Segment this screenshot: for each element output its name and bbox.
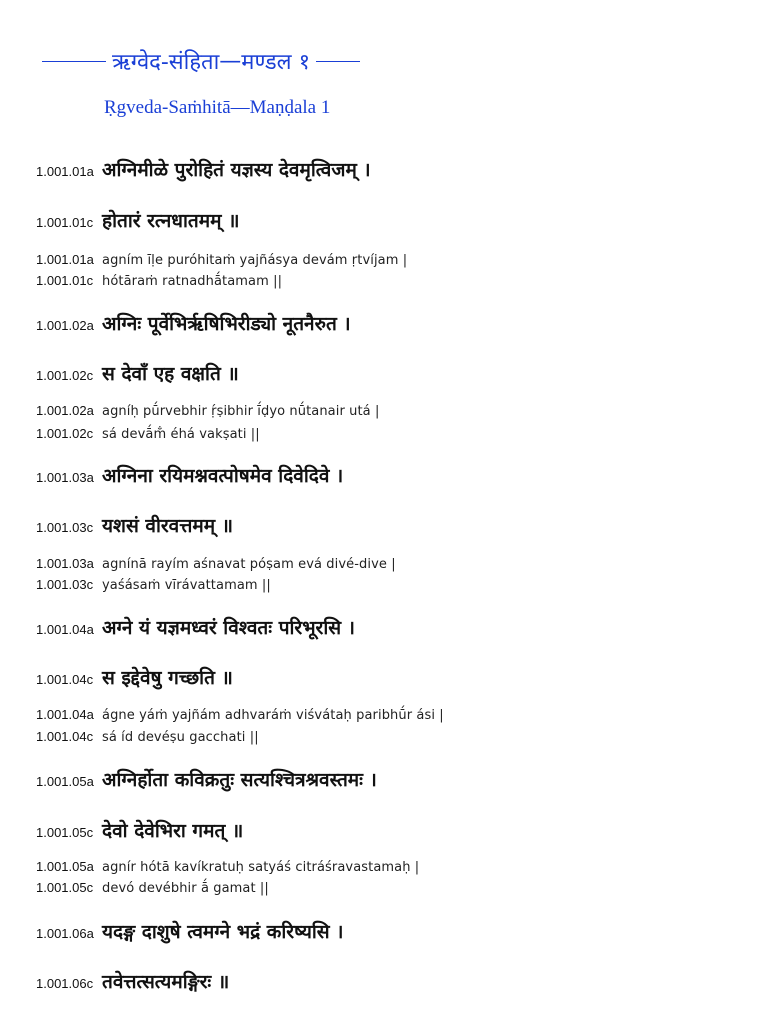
verse-line-transliteration (36, 577, 271, 593)
verse-text-devanagari: अग्निमीळे पुरोहितं यज्ञस्य देवमृत्विजम् । (102, 159, 371, 181)
verse-ref: 1.001.03c (36, 520, 94, 535)
verse-line-devanagari (36, 310, 351, 336)
verse-ref: 1.001.04c (36, 672, 94, 687)
verse-text-devanagari: अग्निना रयिमश्नवत्पोषमेव दिवेदिवे । (102, 465, 344, 487)
verse-text-devanagari: देवो देवेभिरा गमत् ॥ (102, 820, 244, 842)
verse-ref: 1.001.01a (36, 164, 94, 179)
verse-text-devanagari: तवेत्तत्सत्यमङ्गिरः ॥ (102, 971, 230, 993)
title-devanagari-text: ऋग्वेद-संहिता (112, 50, 220, 75)
verse-text-transliteration: sá íd devéṣu gacchati || (102, 730, 259, 745)
verse-ref: 1.001.05a (36, 859, 94, 874)
title-rule-left (42, 61, 106, 62)
verse-ref: 1.001.05c (36, 825, 94, 840)
verse-line-transliteration (36, 252, 407, 268)
verse-ref: 1.001.03a (36, 470, 94, 485)
verse-line-transliteration (36, 707, 444, 723)
verse-ref: 1.001.01a (36, 252, 94, 267)
verse-text-transliteration: agnír hótā kavíkratuḥ satyáś citráśravastamaḥ | (102, 860, 420, 875)
verse-line-transliteration (36, 880, 269, 896)
verse-line-transliteration (36, 426, 260, 442)
verse-line-devanagari (36, 512, 233, 538)
verse-ref: 1.001.06c (36, 976, 94, 991)
title-devanagari (36, 46, 366, 76)
verse-text-transliteration: agnínā rayím aśnavat póṣam evá divé-dive | (102, 557, 396, 572)
title-roman: Ṛgveda-Saṁhitā—Maṇḍala 1 (104, 97, 331, 118)
verse-ref: 1.001.02c (36, 368, 94, 383)
verse-ref: 1.001.05a (36, 774, 94, 789)
verse-text-devanagari: स देवाँ एह वक्षति ॥ (102, 363, 239, 385)
verse-line-transliteration (36, 729, 259, 745)
verse-text-devanagari: अग्ने यं यज्ञमध्वरं विश्वतः परिभूरसि । (102, 617, 355, 639)
verse-line-transliteration (36, 403, 379, 419)
verse-ref: 1.001.05c (36, 880, 94, 895)
title-rule-right (316, 61, 360, 62)
verse-line-transliteration (36, 859, 419, 875)
verse-ref: 1.001.06a (36, 926, 94, 941)
verse-text-devanagari: होतारं रत्नधातमम् ॥ (102, 210, 240, 232)
verse-ref: 1.001.01c (36, 273, 94, 288)
verse-line-transliteration (36, 556, 396, 572)
verse-ref: 1.001.04c (36, 729, 94, 744)
verse-text-transliteration: agním īḷe puróhitaṁ yajñásya devám ṛtvíjam | (102, 253, 408, 268)
title-mandala-text: मण्डल १ (241, 50, 311, 75)
verse-line-devanagari (36, 664, 233, 690)
verse-line-devanagari (36, 614, 355, 640)
verse-ref: 1.001.02a (36, 403, 94, 418)
verse-ref: 1.001.03a (36, 556, 94, 571)
verse-ref: 1.001.04a (36, 622, 94, 637)
verse-ref: 1.001.02a (36, 318, 94, 333)
verse-ref: 1.001.02c (36, 426, 94, 441)
verse-line-devanagari (36, 968, 229, 994)
verse-ref: 1.001.01c (36, 215, 94, 230)
verse-line-devanagari (36, 462, 343, 488)
verse-text-devanagari: स इद्देवेषु गच्छति ॥ (102, 667, 233, 689)
verse-text-transliteration: ágne yáṁ yajñám adhvaráṁ viśvátaḥ paribhū́r ási | (102, 708, 444, 723)
verse-line-devanagari (36, 360, 239, 386)
verse-text-transliteration: agníḥ pū́rvebhir ṛ́ṣibhir ī́ḍyo nū́tanair utá | (102, 404, 380, 419)
verse-line-devanagari (36, 817, 243, 843)
verse-ref: 1.001.04a (36, 707, 94, 722)
verse-text-transliteration: hótāraṁ ratnadhā́tamam || (102, 274, 283, 289)
verse-text-transliteration: yaśásaṁ vīrávattamam || (102, 578, 271, 593)
verse-line-devanagari (36, 156, 371, 182)
verse-text-devanagari: यदङ्ग दाशुषे त्वमग्ने भद्रं करिष्यसि । (102, 921, 344, 943)
verse-line-devanagari (36, 918, 343, 944)
verse-text-devanagari: अग्निर्होता कविक्रतुः सत्यश्चित्रश्रवस्तमः । (102, 769, 377, 791)
verse-text-devanagari: यशसं वीरवत्तमम् ॥ (102, 515, 234, 537)
verse-line-devanagari (36, 207, 239, 233)
title-dash: — (219, 48, 242, 74)
verse-line-devanagari (36, 766, 377, 792)
verse-text-transliteration: devó devébhir ā́ gamat || (102, 881, 269, 896)
verse-text-transliteration: sá devā́m̐ éhá vakṣati || (102, 427, 260, 442)
verse-ref: 1.001.03c (36, 577, 94, 592)
verse-text-devanagari: अग्निः पूर्वेभिर्ऋषिभिरीड्यो नूतनैरुत । (102, 313, 351, 335)
verse-line-transliteration (36, 273, 282, 289)
